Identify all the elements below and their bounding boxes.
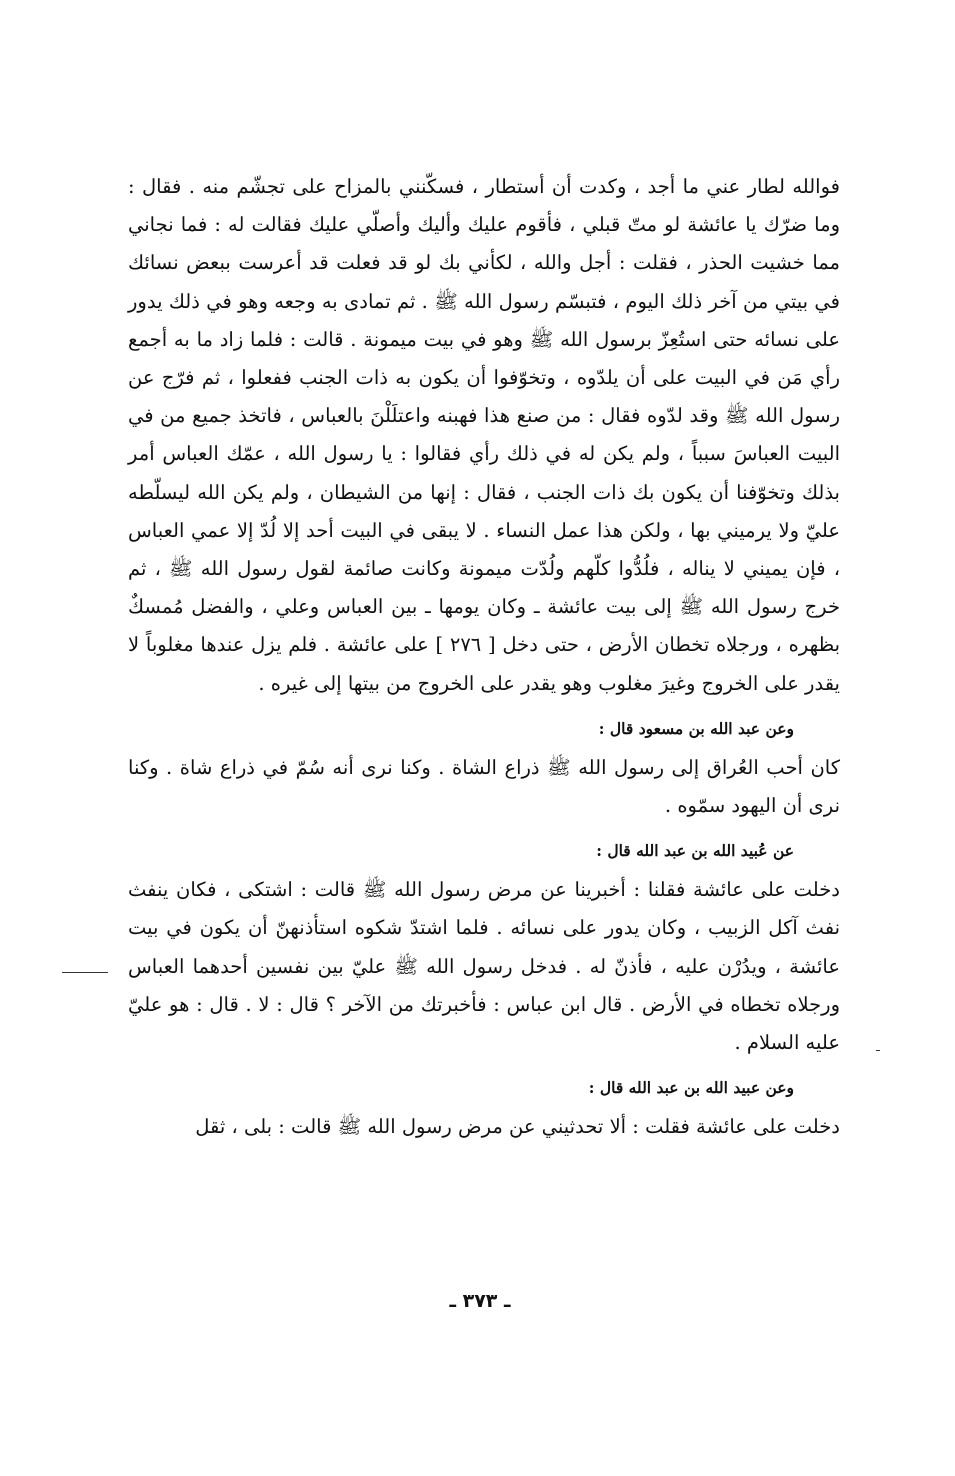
narrator-heading-ubaydullah-second: وعن عبيد الله بن عبد الله قال : [588, 1078, 794, 1098]
spacer [128, 825, 840, 839]
narrator-heading-ibn-masud: وعن عبد الله بن مسعود قال : [598, 718, 794, 738]
spacer [128, 863, 840, 871]
page-number: ـ ٣٧٣ ـ [449, 1290, 511, 1312]
paragraph-ubaydullah-second-narration: دخلت على عائشة فقلت : ألا تحدثيني عن مرض رسول الله ﷺ قالت : بلى ، ثقل [195, 1115, 840, 1139]
spacer [128, 741, 840, 749]
document-page [128, 168, 840, 1146]
scan-margin-mark [876, 1050, 880, 1051]
spacer [128, 1100, 840, 1108]
spacer [128, 1062, 840, 1076]
scan-margin-mark [62, 972, 108, 973]
paragraph-ibn-masud-narration: كان أحب العُراق إلى رسول الله ﷺ ذراع الشاة . وكنا نرى أنه سُمّ في ذراع شاة . وكنا نرى أن اليهود سمّوه . [128, 755, 840, 818]
narrator-heading-ubaydullah: عن عُبيد الله بن عبد الله قال : [596, 841, 794, 861]
spacer [128, 703, 840, 717]
paragraph-aisha-illness-narration: فوالله لطار عني ما أجد ، وكدت أن أستطار ، فسكّنني بالمزاح على تجشّم منه . فقال : وما ضرّك يا عائشة لو متّ قبلي ، فأقوم عليك وأليك وأصلّي عليك فقالت له : فما نجاني مما خشيت الحذر ، فقلت : أجل والله ، لكأني بك لو قد فعلت قد أعرست ببعض نسائك في بيتي من آخر ذلك اليوم ، فتبسّم رسول الله ﷺ . ثم تمادى به وجعه وهو في ذلك يدور على نسائه حتى استُعِزّ برسول الله ﷺ وهو في بيت ميمونة . قالت : فلما زاد ما به أجمع رأي مَن في البيت على أن يلدّوه ، وتخوّفوا أن يكون به ذات الجنب ففعلوا ، ثم فرّج عن رسول الله ﷺ وقد لدّوه فقال : من صنع هذا فهبنه واعتلَلْنَ بالعباس ، فاتخذ جميع من في البيت العباسَ سبباً ، ولم يكن له في ذلك رأي فقالوا : يا رسول الله ، عمّك العباس أمر بذلك وتخوّفنا أن يكون بك ذات الجنب ، فقال : إنها من الشيطان ، ولم يكن الله ليسلّطه عليّ ولا يرميني بها ، ولكن هذا عمل النساء . لا يبقى في البيت أحد إلا لُدّ إلا عمي العباس ، فإن يميني لا يناله ، فلُدُّوا كلّهم ولُدّت ميمونة وكانت صائمة لقول رسول الله ﷺ ، ثم خرج رسول الله ﷺ إلى بيت عائشة ـ وكان يومها ـ بين العباس وعلي ، والفضل مُمسكٌ بظهره ، ورجلاه تخطان الأرض ، حتى دخل [ ٢٧٦ ] على عائشة . فلم يزل عندها مغلوباً لا يقدر على الخروج وغيرَ مغلوب وهو يقدر على الخروج من بيتها إلى غيره . [128, 175, 840, 695]
paragraph-ubaydullah-narration: دخلت على عائشة فقلنا : أخبرينا عن مرض رسول الله ﷺ قالت : اشتكى ، فكان ينفث نفث آكل الزبيب ، وكان يدور على نسائه . فلما اشتدّ شكوه استأذنهنّ أن يكون في بيت عائشة ، ويدُرْن عليه ، فأذنّ له . فدخل رسول الله ﷺ عليّ بين نفسين أحدهما العباس ورجلاه تخطاه في الأرض . قال ابن عباس : فأخبرتك من الآخر ؟ قال : لا . قال : هو عليّ عليه السلام . [128, 878, 840, 1055]
